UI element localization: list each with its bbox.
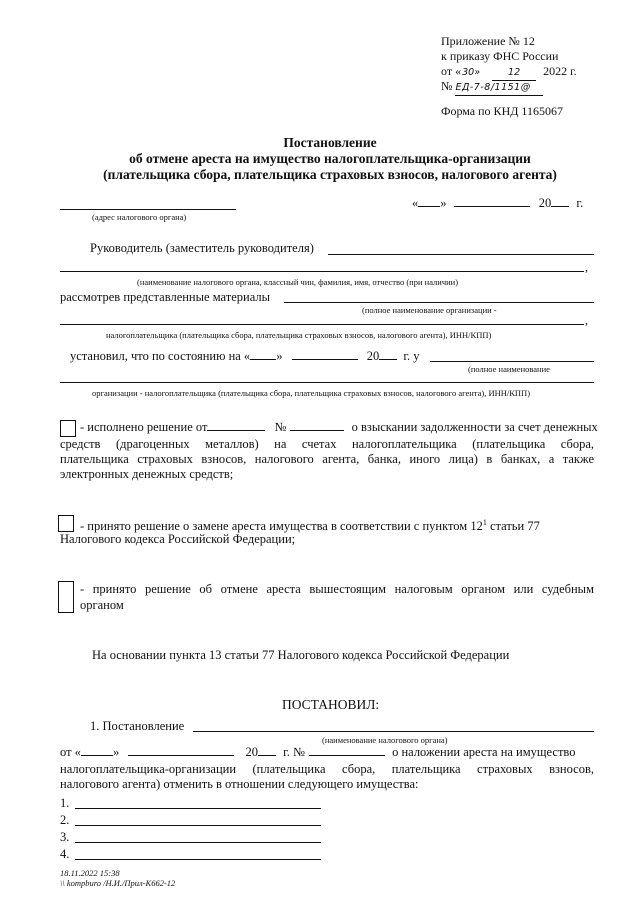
resolution-year-field[interactable]: [258, 755, 276, 756]
established-text: установил, что по состоянию на «: [70, 349, 251, 363]
order-date-prefix: от «: [441, 64, 462, 78]
option-1-prefix: - исполнено решение от: [80, 420, 208, 434]
option-2-end: статьи 77: [489, 519, 540, 534]
resolution-line-3: налогового агента) отменить в отношении следующего имущества:: [60, 777, 419, 791]
footer-timestamp: 18.11.2022 15:38: [60, 868, 120, 878]
full-name-caption: (полное наименование: [468, 364, 550, 374]
document-date-year-prefix: 20: [538, 196, 552, 210]
head-label: Руководитель (заместитель руководителя): [90, 241, 314, 255]
resolution-heading: ПОСТАНОВИЛ:: [282, 697, 380, 712]
option-1-line-1: [80, 420, 598, 435]
document-date-close: »: [440, 196, 447, 210]
option-3-line-2: органом: [80, 598, 124, 612]
order-number-value: ЕД-7-8/1151@: [455, 80, 543, 96]
option-2-line-2: Налогового кодекса Российской Федерации;: [60, 532, 296, 546]
resolution-year-prefix: 20: [245, 745, 258, 759]
footer-code: \\ kompburo /Н.И./Прил-К662-12: [60, 878, 176, 888]
organization-details-line[interactable]: [60, 324, 584, 325]
organization-caption-1: (полное наименование организации -: [362, 305, 497, 315]
order-number: [441, 79, 543, 96]
order-date-year: 2022 г.: [543, 64, 577, 78]
order-reference: к приказу ФНС России: [441, 49, 559, 63]
option-3-line-1: - принято решение об отмене ареста вышестоящим налоговым органом или судебным: [80, 582, 594, 596]
document-date-open: «: [412, 196, 419, 210]
title-line-1: Постановление: [283, 135, 377, 150]
property-item-3-line[interactable]: [75, 842, 321, 843]
established-suffix: г. у: [403, 349, 420, 363]
resolution-from-tail: о наложении ареста на имущество: [392, 745, 576, 759]
document-date-month-field[interactable]: [454, 206, 530, 207]
head-details-line[interactable]: [60, 271, 584, 272]
option-1-mid: о взыскании задолженности за счет денежных: [351, 420, 598, 434]
organization-line-comma: ,: [585, 313, 588, 327]
title-line-3: (плательщика сбора, плательщика страховых взносов, налогового агента): [103, 167, 557, 182]
established-details-line[interactable]: [60, 382, 594, 383]
resolution-day-field[interactable]: [81, 755, 113, 756]
established-year-field[interactable]: [379, 359, 397, 360]
resolution-authority-line[interactable]: [193, 731, 594, 732]
established-row: [70, 349, 420, 364]
authority-address-line[interactable]: [60, 209, 236, 210]
property-item-4-label: 4.: [60, 847, 70, 861]
resolution-item-1-label: 1. Постановление: [90, 719, 185, 733]
resolution-from-row: [60, 745, 575, 760]
option-1-date-field[interactable]: [207, 430, 265, 431]
document-date-year-suffix: г.: [576, 196, 584, 210]
property-item-3-label: 3.: [60, 830, 70, 844]
document-date-year-field[interactable]: [551, 206, 569, 207]
established-organization-line[interactable]: [430, 361, 594, 362]
order-date-month: 12: [492, 65, 536, 81]
option-1-number-field[interactable]: [290, 430, 344, 431]
order-number-prefix: №: [441, 79, 453, 93]
organization-caption-3: организации - налогоплательщика (плательщика сбора, плательщика страховых взносов, налогового агента), ИНН/КПП): [92, 388, 531, 398]
appendix-label: Приложение № 12: [441, 34, 535, 48]
resolution-month-field[interactable]: [128, 755, 234, 756]
established-month-field[interactable]: [292, 359, 358, 360]
established-close: »: [276, 349, 283, 363]
authority-address-caption: (адрес налогового органа): [92, 212, 187, 222]
option-1-line-2: средств (драгоценных металлов) на счетах налогоплательщика (плательщика сбора,: [60, 437, 594, 451]
option-3-checkbox[interactable]: [58, 581, 74, 613]
head-caption: (наименование налогового органа, классный чин, фамилия, имя, отчество (при наличии): [137, 277, 459, 287]
option-1-number-sign: №: [274, 420, 287, 434]
option-2-text: - принято решение о замене ареста имущества в соответствии с пунктом 12: [80, 519, 483, 534]
head-name-line[interactable]: [328, 254, 594, 255]
option-1-line-3: плательщика страховых взносов, налогового агента, банка, иного лица) в банках, а также: [60, 452, 594, 466]
established-year-prefix: 20: [366, 349, 380, 363]
document-date: [412, 196, 583, 211]
property-item-1-line[interactable]: [75, 808, 321, 809]
property-item-2-line[interactable]: [75, 825, 321, 826]
resolution-authority-caption: (наименование налогового органа): [322, 735, 448, 745]
document-date-day-field[interactable]: [418, 206, 440, 207]
basis-text: На основании пункта 13 статьи 77 Налогового кодекса Российской Федерации: [92, 648, 510, 662]
resolution-from-suffix: г. №: [283, 745, 305, 759]
option-2-superscript: 1: [482, 518, 487, 527]
option-1-checkbox[interactable]: [60, 420, 76, 437]
organization-name-line[interactable]: [284, 302, 594, 303]
title-line-2: об отмене ареста на имущество налогоплательщика-организации: [129, 151, 531, 166]
head-line-comma: ,: [585, 260, 588, 274]
established-day-field[interactable]: [250, 359, 276, 360]
resolution-line-2: налогоплательщика-организации (плательщика сбора, плательщика страховых взносов,: [60, 762, 594, 776]
form-code: Форма по КНД 1165067: [441, 104, 563, 118]
property-item-1-label: 1.: [60, 796, 70, 810]
organization-caption-2: налогоплательщика (плательщика сбора, плательщика страховых взносов, налогового агента), ИНН/КПП): [106, 330, 492, 340]
resolution-number-field[interactable]: [309, 755, 385, 756]
order-date-day: 30»: [462, 67, 481, 78]
resolution-from-prefix: от «: [60, 745, 81, 759]
reviewed-label: рассмотрев представленные материалы: [60, 290, 270, 304]
property-item-4-line[interactable]: [75, 859, 321, 860]
resolution-from-close: »: [112, 745, 120, 759]
option-1-line-4: электронных денежных средств;: [60, 467, 234, 481]
option-2-checkbox[interactable]: [58, 515, 74, 532]
property-item-2-label: 2.: [60, 813, 70, 827]
